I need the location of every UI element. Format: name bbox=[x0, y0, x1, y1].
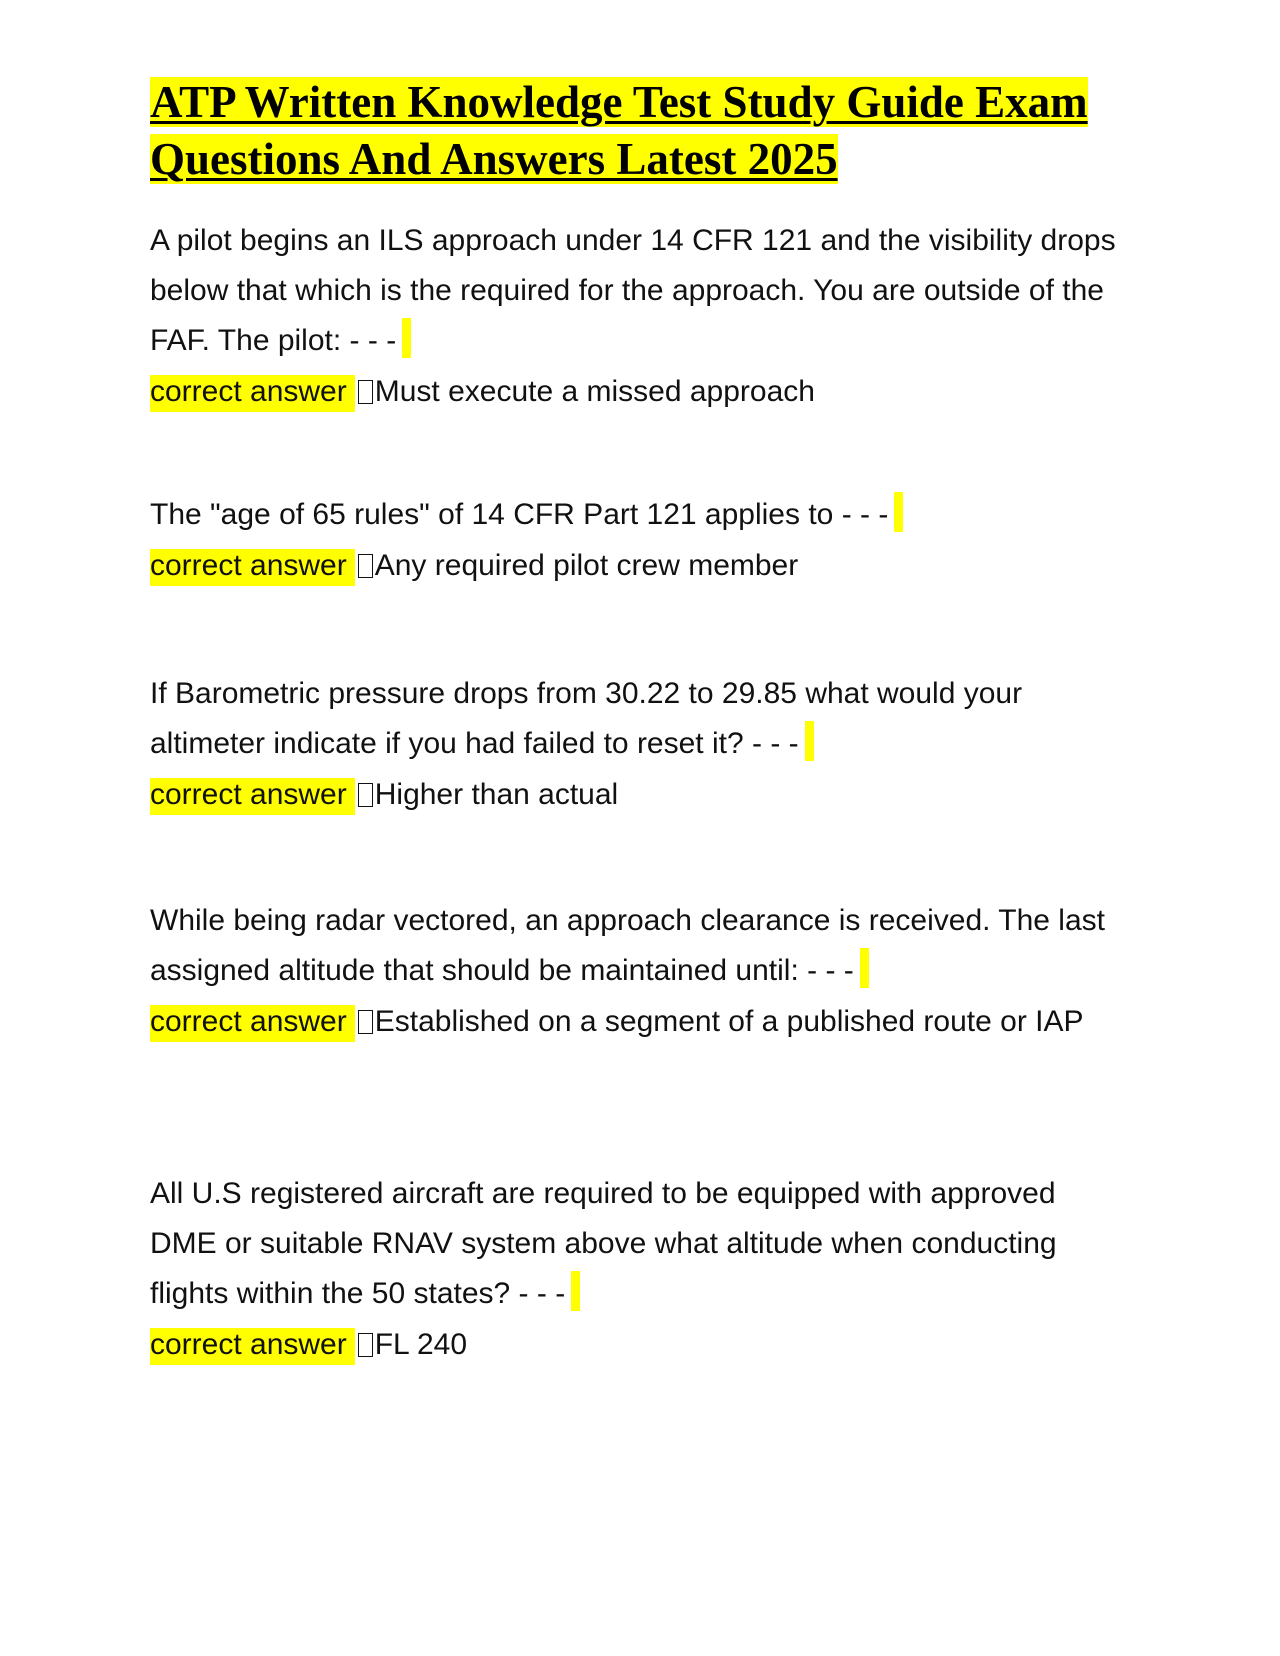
missing-glyph-icon bbox=[358, 783, 373, 807]
answer-label: correct answer bbox=[150, 1005, 355, 1042]
question-text: A pilot begins an ILS approach under 14 CFR 121 and the visibility drops below that which is the required for the approach. You are outside of the FAF. The pilot: bbox=[150, 224, 1116, 357]
highlight-marker bbox=[402, 318, 411, 358]
answer bbox=[150, 540, 1130, 591]
qa-item-3 bbox=[150, 669, 1130, 820]
qa-item-4 bbox=[150, 896, 1130, 1047]
question-text: The "age of 65 rules" of 14 CFR Part 121 applies to bbox=[150, 498, 834, 531]
qa-item-2 bbox=[150, 490, 1130, 591]
answer bbox=[150, 1319, 1130, 1370]
question-separator: - - - bbox=[341, 324, 397, 357]
missing-glyph-icon bbox=[358, 1010, 373, 1034]
document-title bbox=[150, 74, 1090, 188]
missing-glyph-icon bbox=[358, 554, 373, 578]
answer-label: correct answer bbox=[150, 778, 355, 815]
question bbox=[150, 669, 1130, 769]
question-separator: - - - bbox=[833, 498, 889, 531]
answer-text: FL 240 bbox=[374, 1328, 468, 1361]
answer bbox=[150, 366, 1130, 417]
question-separator: - - - bbox=[510, 1277, 566, 1310]
highlight-marker bbox=[805, 721, 814, 761]
answer-text: Any required pilot crew member bbox=[374, 549, 799, 582]
question-text: All U.S registered aircraft are required to be equipped with approved DME or suitable RNAV system above what altitude when conducting flights within the 50 states? bbox=[150, 1177, 1057, 1310]
question-separator: - - - bbox=[798, 954, 854, 987]
question bbox=[150, 216, 1130, 366]
document-title-text: ATP Written Knowledge Test Study Guide Exam Questions And Answers Latest 2025 bbox=[150, 77, 1088, 184]
highlight-marker bbox=[571, 1271, 580, 1311]
answer-label: correct answer bbox=[150, 375, 355, 412]
qa-item-1 bbox=[150, 216, 1130, 417]
question-text: While being radar vectored, an approach clearance is received. The last assigned altitude that should be maintained until: bbox=[150, 904, 1105, 987]
qa-item-5 bbox=[150, 1169, 1130, 1370]
missing-glyph-icon bbox=[358, 1333, 373, 1357]
question-separator: - - - bbox=[743, 727, 799, 760]
answer-label: correct answer bbox=[150, 549, 355, 586]
question bbox=[150, 1169, 1130, 1319]
answer bbox=[150, 769, 1130, 820]
answer-text: Must execute a missed approach bbox=[374, 375, 815, 408]
answer bbox=[150, 996, 1130, 1047]
answer-text: Established on a segment of a published route or IAP bbox=[374, 1005, 1084, 1038]
highlight-marker bbox=[860, 948, 869, 988]
highlight-marker bbox=[894, 492, 903, 532]
answer-label: correct answer bbox=[150, 1328, 355, 1365]
question bbox=[150, 490, 1130, 540]
question bbox=[150, 896, 1130, 996]
missing-glyph-icon bbox=[358, 380, 373, 404]
question-text: If Barometric pressure drops from 30.22 to 29.85 what would your altimeter indicate if you had failed to reset it? bbox=[150, 677, 1023, 760]
answer-text: Higher than actual bbox=[374, 778, 619, 811]
